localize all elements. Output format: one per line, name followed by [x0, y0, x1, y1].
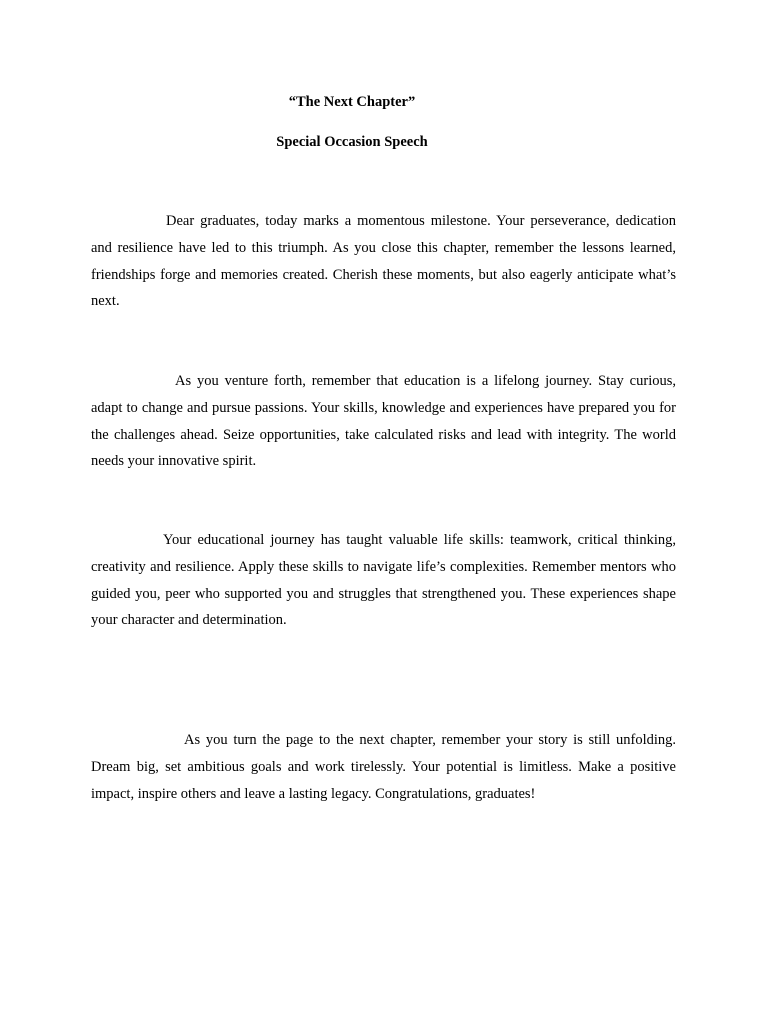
paragraph-1: Dear graduates, today marks a momentous milestone. Your perseverance, dedication and resilience have led to this triumph. As you close this chapter, remember the lessons learned, friendships forge and memories created. Cherish these moments, but also eagerly anticipate what’s next.	[91, 213, 676, 310]
paragraph-2: As you venture forth, remember that education is a lifelong journey. Stay curious, adapt to change and pursue passions. Your skills, knowledge and experiences have prepared you for the challenges ahead. Seize opportunities, take calculated risks and lead with integrity. The world needs your innovative spirit.	[91, 373, 676, 470]
paragraph-4: As you turn the page to the next chapter, remember your story is still unfolding. Dream big, set ambitious goals and work tirelessly. Your potential is limitless. Make a positive impact, inspire others and leave a lasting legacy. Congratulations, graduates!	[91, 732, 676, 802]
paragraph-3: Your educational journey has taught valuable life skills: teamwork, critical thinking, creativity and resilience. Apply these skills to navigate life’s complexities. Remember mentors who guided you, peer who supported you and struggles that strengthened you. These experiences shape your character and determination.	[91, 532, 676, 629]
document-subtitle: Special Occasion Speech	[276, 134, 428, 150]
document-title: “The Next Chapter”	[288, 94, 416, 110]
